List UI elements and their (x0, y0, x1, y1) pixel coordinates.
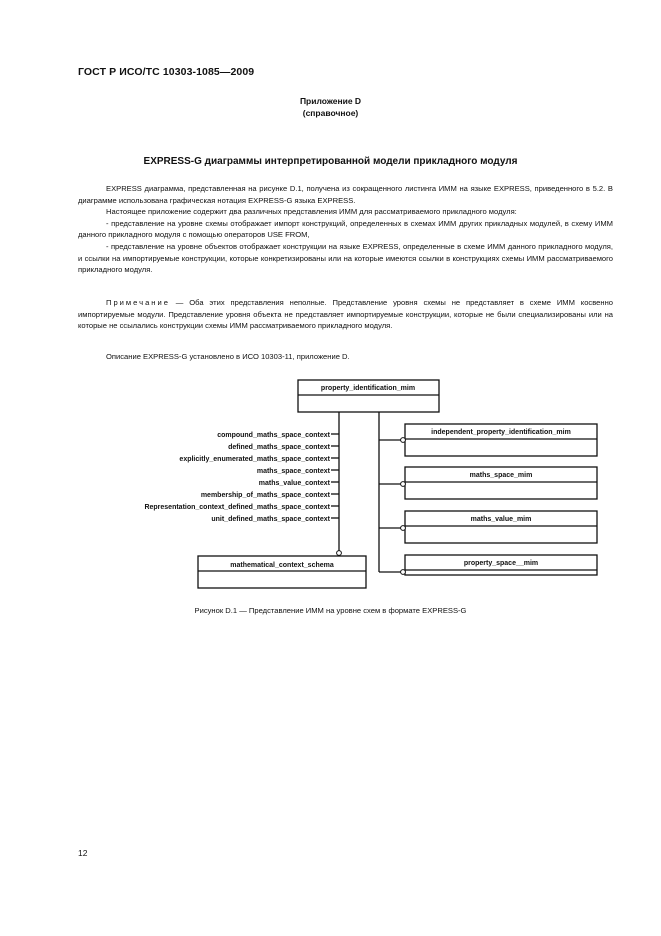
schema-label-right: independent_property_identification_mim (431, 429, 571, 436)
reference-label: maths_space_context (256, 468, 330, 475)
reference-label: compound_maths_space_context (217, 432, 330, 439)
paragraph: Описание EXPRESS-G установлено в ИСО 10303-11, приложение D. (106, 352, 350, 361)
annex-label: Приложение D (299, 96, 362, 106)
document-header: ГОСТ Р ИСО/ТС 10303-1085—2009 (78, 66, 255, 78)
reference-label: explicitly_enumerated_maths_space_context (179, 456, 330, 463)
annex-kind: (справочное) (302, 108, 359, 118)
reference-label: maths_value_context (258, 480, 330, 487)
paragraph: Настоящее приложение содержит два различных представления ИММ для рассматриваемого прикладного модуля: (106, 207, 517, 217)
section-title: EXPRESS-G диаграммы интерпретированной модели прикладного модуля (143, 156, 518, 167)
schema-label-right: maths_space_mim (469, 472, 533, 479)
schema-label-bottom: mathematical_context_schema (230, 562, 334, 569)
paragraph: - представление на уровне объектов отображает конструкции на языке EXPRESS, определенные в схеме ИММ данного прикладного модуля, и ссылки на импортируемые конструкции, которые конкретизированы или на которые имеются ссылки в конструкциях схемы ИММ рассматриваемого прикладного модуля. (78, 241, 613, 275)
schema-label-right: property_space__mim (463, 560, 539, 567)
note-text: — Оба этих представления неполные. Представление уровня схемы не представляет в схеме ИММ косвенно импортируемые модули. Представление уровня объекта не представляет импортируемые конструкции, которые не были специализированы или на которые не ссылались конструкции схемы ИММ рассматриваемого прикладного модуля. (78, 298, 613, 331)
reference-label: Representation_context_defined_maths_space_context (144, 504, 330, 511)
figure-caption: Рисунок D.1 — Представление ИММ на уровне схем в формате EXPRESS-G (194, 606, 467, 615)
paragraph: - представление на уровне схемы отображает импорт конструкций, определенных в схемах ИММ других прикладных модулей, в схему ИММ данного прикладного модуля с помощью операторов USE FROM, (78, 218, 613, 240)
schema-label-top: property_identification_mim (320, 385, 416, 392)
reference-label: unit_defined_maths_space_context (211, 516, 330, 523)
page-number: 12 (78, 848, 88, 858)
reference-label: defined_maths_space_context (228, 444, 330, 451)
reference-label: membership_of_maths_space_context (200, 492, 330, 499)
paragraph: EXPRESS диаграмма, представленная на рисунке D.1, получена из сокращенного листинга ИММ на языке EXPRESS, приведенного в 5.2. В диаграмме использована графическая нотация EXPRESS-G языка EXPRESS. (78, 184, 613, 205)
schema-label-right: maths_value_mim (470, 516, 532, 523)
note-label: Примечание (106, 298, 170, 307)
